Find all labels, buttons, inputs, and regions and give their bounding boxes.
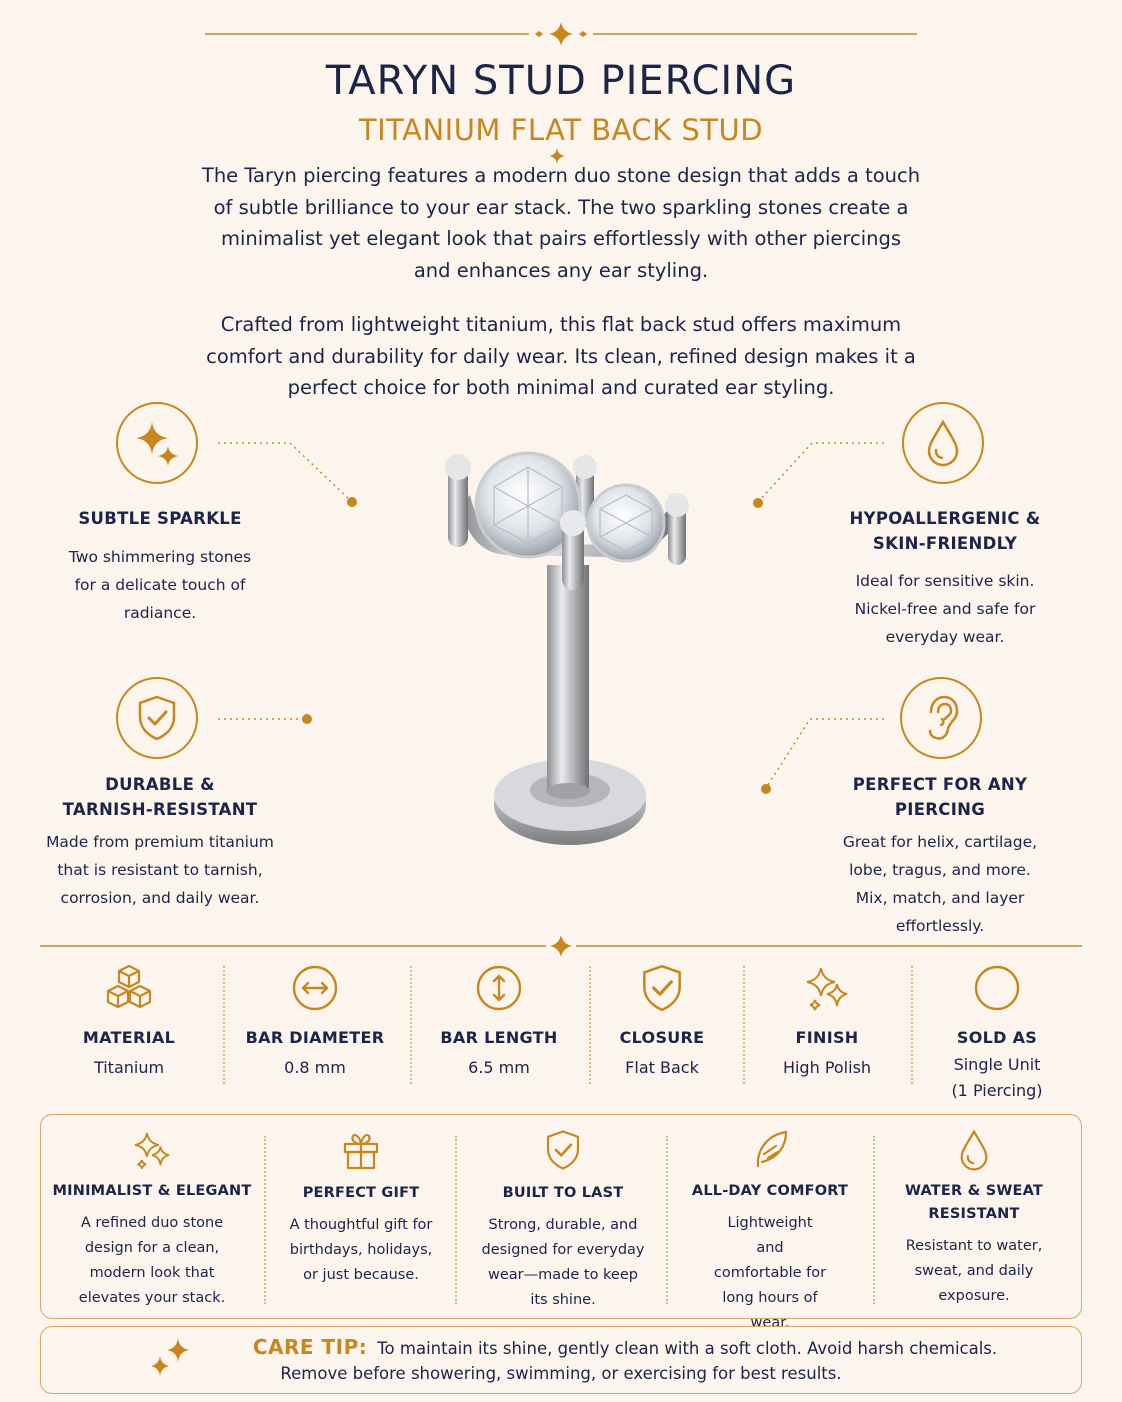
middle-divider: [40, 934, 1082, 958]
spec-divider: [743, 966, 745, 1084]
feather-icon: [672, 1128, 868, 1176]
circle-icon: [914, 962, 1080, 1018]
care-tip-line-1: [200, 1335, 1050, 1359]
droplet-icon: [921, 418, 965, 468]
gift-icon: [272, 1128, 450, 1176]
feature-text-hypoallergenic: Ideal for sensitive skin. Nickel-free and safe for everyday wear.: [854, 572, 1036, 646]
spec-sold-as: [914, 962, 1080, 1104]
spec-value-sold-as: Single Unit: [953, 1055, 1041, 1074]
feature-title-sparkle: SUBTLE SPARKLE: [78, 509, 242, 528]
spec-finish: [746, 962, 908, 1081]
spec-divider: [589, 966, 591, 1084]
benefit-divider: [666, 1136, 668, 1304]
benefit-water-resistant: [878, 1128, 1070, 1309]
feature-title-any-piercing: PERFECT FOR ANY PIERCING: [852, 775, 1028, 819]
spec-label-closure: CLOSURE: [619, 1028, 705, 1047]
shield-check-icon: [592, 962, 732, 1018]
feature-ear-badge: [900, 677, 982, 759]
horizontal-arrows-icon: [230, 962, 400, 1018]
benefit-text-comfort: Lightweight and comfortable for long hours of wear.: [713, 1215, 827, 1331]
spec-bar-diameter: [230, 962, 400, 1081]
spec-label-bar-length: BAR LENGTH: [440, 1028, 558, 1047]
intro-paragraph-2: Crafted from lightweight titanium, this flat back stud offers maximum comfort and durability for daily wear. Its clean, refined design makes it a perfect choice for both minimal and curated ear styling.: [206, 313, 916, 399]
spec-divider: [410, 966, 412, 1084]
benefit-minimalist: [52, 1128, 252, 1311]
feature-text-sparkle: Two shimmering stones for a delicate touch of radiance.: [68, 548, 252, 622]
sparkle-icon: [746, 962, 908, 1018]
benefit-divider: [264, 1136, 266, 1304]
benefit-title-gift: PERFECT GIFT: [302, 1185, 420, 1201]
page-title: TARYN STUD PIERCING: [325, 58, 797, 104]
vertical-arrows-icon: [416, 962, 582, 1018]
care-tip-label: CARE TIP:: [252, 1335, 368, 1359]
benefit-text-water-resistant: Resistant to water, sweat, and daily exposure.: [905, 1238, 1043, 1304]
benefit-text-built-to-last: Strong, durable, and designed for everyday wear—made to keep its shine.: [481, 1217, 645, 1308]
spec-label-bar-diameter: BAR DIAMETER: [245, 1028, 385, 1047]
sparkle-icon: [130, 416, 184, 470]
spec-value-closure: Flat Back: [625, 1058, 699, 1077]
spec-label-sold-as: SOLD AS: [956, 1028, 1038, 1047]
spec-value-sold-as-count: (1 Piercing): [951, 1081, 1043, 1100]
benefit-comfort: [672, 1128, 868, 1336]
intro-paragraph-1: The Taryn piercing features a modern duo stone design that adds a touch of subtle brilliance to your ear stack. The two sparkling stones create a minimalist yet elegant look that pairs effortlessly with other piercings and enhances any ear styling.: [201, 164, 921, 282]
cubes-icon: [40, 962, 218, 1018]
page-subtitle: TITANIUM FLAT BACK STUD: [358, 113, 764, 147]
shield-check-icon: [134, 693, 180, 743]
spec-divider: [911, 966, 913, 1084]
sparkle-icon: [52, 1128, 252, 1176]
care-tip-text-1: To maintain its shine, gently clean with a soft cloth. Avoid harsh chemicals.: [377, 1339, 998, 1358]
ear-icon: [918, 692, 964, 744]
feature-shield-badge: [116, 677, 198, 759]
care-tip-line-2: Remove before showering, swimming, or exercising for best results.: [280, 1364, 842, 1383]
benefit-divider: [455, 1136, 457, 1304]
feature-text-durable: Made from premium titanium that is resistant to tarnish, corrosion, and daily wear.: [46, 833, 274, 907]
benefit-text-gift: A thoughtful gift for birthdays, holidays, or just because.: [289, 1217, 433, 1283]
droplet-icon: [878, 1128, 1070, 1176]
shield-check-icon: [468, 1128, 658, 1176]
spec-value-material: Titanium: [93, 1058, 165, 1077]
spec-label-material: MATERIAL: [82, 1028, 176, 1047]
feature-droplet-badge: [902, 402, 984, 484]
product-image: [430, 445, 700, 869]
feature-title-hypoallergenic: HYPOALLERGENIC & SKIN-FRIENDLY: [849, 509, 1041, 553]
spec-divider: [223, 966, 225, 1084]
benefit-text-minimalist: A refined duo stone design for a clean, modern look that elevates your stack.: [78, 1215, 226, 1306]
spec-label-finish: FINISH: [795, 1028, 859, 1047]
spec-value-bar-diameter: 0.8 mm: [284, 1058, 346, 1077]
benefit-title-built-to-last: BUILT TO LAST: [502, 1185, 624, 1201]
benefit-title-minimalist: MINIMALIST & ELEGANT: [52, 1183, 252, 1199]
spec-material: [40, 962, 218, 1081]
benefit-title-comfort: ALL-DAY COMFORT: [691, 1183, 849, 1199]
spec-value-finish: High Polish: [782, 1058, 872, 1077]
feature-title-durable: DURABLE & TARNISH-RESISTANT: [62, 775, 258, 819]
spec-closure: [592, 962, 732, 1081]
benefit-title-water-resistant: WATER & SWEAT RESISTANT: [904, 1183, 1044, 1222]
spec-bar-length: [416, 962, 582, 1081]
spec-value-bar-length: 6.5 mm: [468, 1058, 530, 1077]
feature-sparkle-badge: [116, 402, 198, 484]
feature-text-any-piercing: Great for helix, cartilage, lobe, tragus, and more. Mix, match, and layer effortlessly.: [842, 833, 1038, 935]
benefit-divider: [873, 1136, 875, 1304]
benefit-gift: [272, 1128, 450, 1288]
benefit-built-to-last: [468, 1128, 658, 1313]
